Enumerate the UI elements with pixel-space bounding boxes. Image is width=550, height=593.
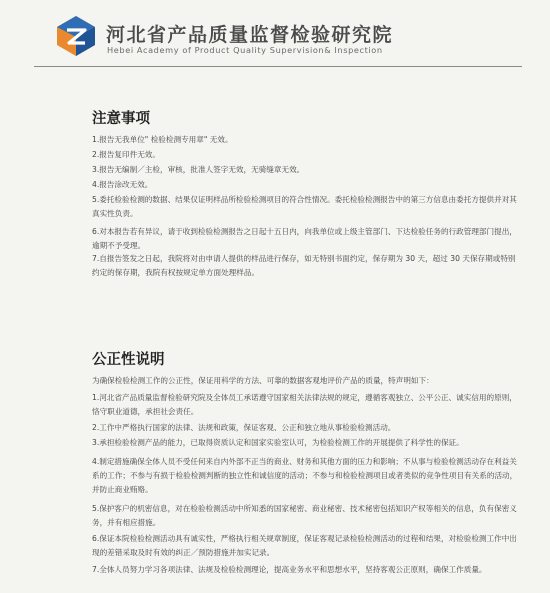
fairness-item-text: 6.保证本院检验检测活动具有诚实性，严格执行相关规章制度，保证客观记录检验检测活动的过程和结果，对检验检测工作中出现的差错采取及时有效的纠正／预防措施并加实记录。 xyxy=(92,534,517,557)
fairness-item-text: 4.制定措施确保全体人员不受任何来自内外部不正当的商业、财务和其他方面的压力和影响；不从事与检验检测活动存在利益关系的工作；不参与有损于检验检测判断的独立性和诚信度的活动；不参与和检验检测项目或者类似的竞争性项目有关系的活动，并防止商业贿赂。 xyxy=(92,457,518,494)
fairness-item-1 xyxy=(92,391,520,419)
notice-item-6 xyxy=(92,225,520,253)
fairness-item-6 xyxy=(92,532,520,560)
notice-item-text: 3.报告无编制／主检，审核，批准人签字无效，无骑缝章无效。 xyxy=(92,165,305,174)
fairness-item-text: 7.全体人员努力学习各项法律、法规及检验检测理论，提高业务水平和思想水平，坚持客观公正原则，确保工作质量。 xyxy=(92,565,487,574)
notice-item-text: 2.报告复印件无效。 xyxy=(92,150,160,159)
notice-item-4 xyxy=(92,178,520,192)
report-header xyxy=(0,0,550,66)
academy-logo-icon xyxy=(55,15,97,57)
fairness-title: 公正性说明 xyxy=(92,352,165,368)
org-name-en: Hebei Academy of Product Quality Supervision& Inspection xyxy=(107,45,383,55)
fairness-item-7 xyxy=(92,563,520,577)
fairness-item-text: 5.保护客户的机密信息，对在检验检测活动中所知悉的国家秘密、商业秘密、技术秘密包括知识产权等相关的信息，负有保密义务，并有相应措施。 xyxy=(92,504,517,527)
notice-item-text: 6.对本报告若有异议，请于收到检验检测报告之日起十五日内，向我单位或上级主管部门、下达检验任务的行政管理部门提出，逾期不予受理。 xyxy=(92,227,517,250)
header-divider xyxy=(34,66,522,67)
fairness-item-4 xyxy=(92,455,520,497)
notice-item-5 xyxy=(92,193,520,221)
notice-item-text: 1.报告无我单位" 检验检测专用章" 无效。 xyxy=(92,135,233,144)
notice-item-1 xyxy=(92,133,520,147)
fairness-item-text: 3.承担检验检测产品的能力，已取得资质认定和国家实验室认可，为检验检测工作的开展提供了科学性的保证。 xyxy=(92,438,464,447)
org-name-cn: 河北省产品质量监督检验研究院 xyxy=(106,24,394,46)
notice-title: 注意事项 xyxy=(92,111,150,127)
notice-item-text: 4.报告涂改无效。 xyxy=(92,180,153,189)
fairness-item-2 xyxy=(92,421,520,435)
notice-item-2 xyxy=(92,148,520,162)
fairness-item-3 xyxy=(92,436,520,450)
fairness-item-5 xyxy=(92,502,520,530)
notice-item-text: 5.委托检验检测的数据、结果仅证明样品所检验检测项目的符合性情况。委托检验检测报告中的第三方信息由委托方提供并对其真实性负责。 xyxy=(92,195,517,218)
fairness-intro: 为确保检验检测工作的公正性，保证用科学的方法、可靠的数据客观地评价产品的质量，特声明如下： xyxy=(92,376,434,385)
notice-item-3 xyxy=(92,163,520,177)
notice-item-7 xyxy=(92,252,520,280)
fairness-item-text: 1.河北省产品质量监督检验研究院及全体员工承诺遵守国家相关法律法规的规定，遵循客观独立、公平公正、诚实信用的原则，恪守职业道德，承担社会责任。 xyxy=(92,393,517,416)
fairness-item-text: 2.工作中严格执行国家的法律、法规和政策，保证客观、公正和独立地从事检验检测活动。 xyxy=(92,423,396,432)
notice-item-text: 7.自报告签发之日起，我院将对由申请人提供的样品进行保存，如无特别书面约定，保存期为 30 天，超过 30 天保存期或特别约定的保存期，我院有权按规定单方面处理样品。 xyxy=(92,254,516,277)
